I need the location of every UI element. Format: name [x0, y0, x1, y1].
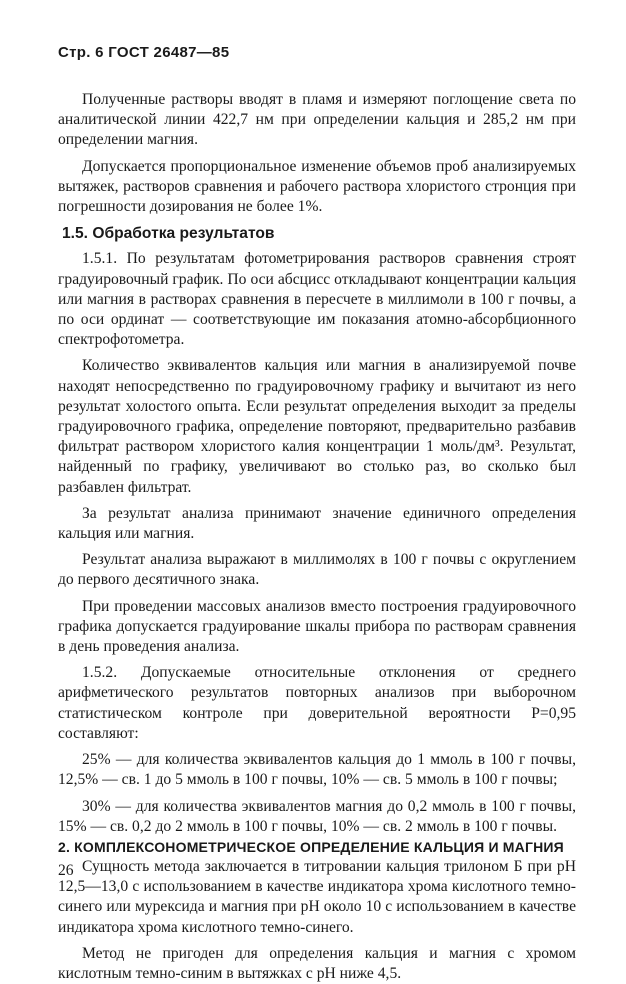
chapter-heading: 2. КОМПЛЕКСОНОМЕТРИЧЕСКОЕ ОПРЕДЕЛЕНИЕ КАЛЬЦИЯ И МАГНИЯ: [58, 838, 564, 855]
paragraph: Допускается пропорциональное изменение объемов проб анализируемых вытяжек, растворов сравнения и рабочего раствора хлористого стронция при погрешности дозирования не более 1%.: [58, 157, 576, 216]
paragraph: Метод не пригоден для определения кальция и магния с хромом кислотным темно-синим в вытяжках с pH ниже 4,5.: [58, 944, 576, 982]
paragraph: При проведении массовых анализов вместо построения градуировочного графика допускается градуирование шкалы прибора по растворам сравнения в день проведения анализа.: [58, 597, 576, 656]
paragraph: 25% — для количества эквивалентов кальция до 1 ммоль в 100 г почвы, 12,5% — св. 1 до 5 ммоль в 100 г почвы, 10% — св. 5 ммоль в 100 г почвы;: [58, 751, 576, 789]
paragraph: За результат анализа принимают значение единичного определения кальция или магния.: [58, 504, 576, 543]
paragraph: Количество эквивалентов кальция или магния в анализируемой почве находят непосредственно по градуировочному графику и вычитают из него результат холостого опыта. Если результат определения выходит за пределы градуировочного графика, определение повторяют, предварительно разбавив фильтрат раствором хлористого калия концентрации 1 моль/дм³. Результат, найденный по графику, увеличивают во столько раз, во сколько был разбавлен фильтрат.: [58, 357, 576, 496]
page-number: 26: [58, 862, 74, 879]
page-header: Стр. 6 ГОСТ 26487—85: [58, 44, 230, 61]
paragraph: Результат анализа выражают в миллимолях в 100 г почвы с округлением до первого десятичного знака.: [58, 551, 576, 589]
paragraph: 30% — для количества эквивалентов магния до 0,2 ммоль в 100 г почвы, 15% — св. 0,2 до 2 ммоль в 100 г почвы, 10% — св. 2 ммоль в 100 г почвы.: [58, 797, 576, 835]
paragraph: Сущность метода заключается в титровании кальция трилоном Б при pH 12,5—13,0 с использованием в качестве индикатора хрома кислотного темно-синего или мурексида и магния при pH около 10 с использованием в качестве индикатора хрома кислотного темно-синего.: [58, 857, 576, 936]
document-body: [58, 90, 576, 984]
paragraph: 1.5.2. Допускаемые относительные отклонения от среднего арифметического результатов повторных анализов при выборочном статистическом контроле при доверительной вероятности P=0,95 составляют:: [58, 664, 576, 742]
paragraph: 1.5.1. По результатам фотометрирования растворов сравнения строят градуировочный график. По оси абсцисс откладывают концентрации кальция или магния в растворах сравнения в пересчете в миллимоли в 100 г почвы, а по оси ординат — соответствующие им показания атомно-абсорбционного спектрофотометра.: [58, 250, 576, 349]
paragraph: Полученные растворы вводят в пламя и измеряют поглощение света по аналитической линии 422,7 нм при определении кальция и 285,2 нм при определении магния.: [58, 91, 576, 149]
section-heading: 1.5. Обработка результатов: [62, 225, 275, 243]
